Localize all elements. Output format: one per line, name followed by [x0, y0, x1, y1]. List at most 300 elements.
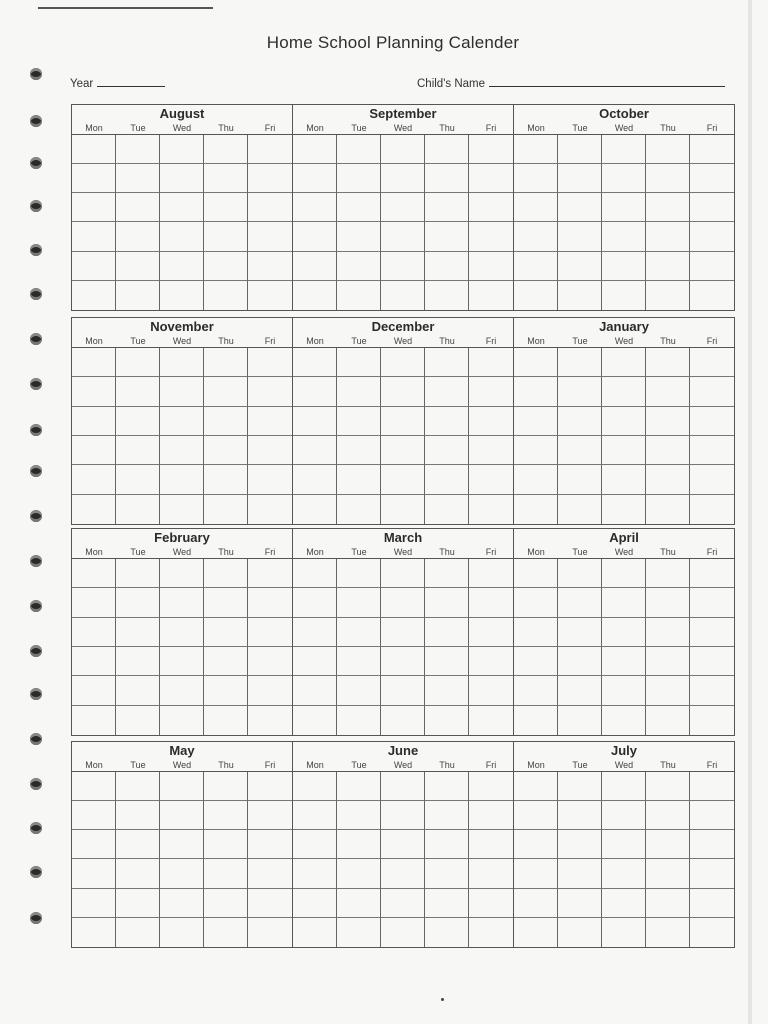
day-cell[interactable]: [337, 281, 381, 310]
day-cell[interactable]: [514, 407, 558, 436]
day-cell[interactable]: [425, 772, 469, 801]
day-cell[interactable]: [293, 193, 337, 222]
day-cell[interactable]: [381, 588, 425, 617]
day-cell[interactable]: [116, 889, 160, 918]
day-cell[interactable]: [602, 377, 646, 406]
day-cell[interactable]: [337, 918, 381, 947]
day-cell[interactable]: [558, 918, 602, 947]
day-cell[interactable]: [116, 706, 160, 735]
day-cell[interactable]: [204, 407, 248, 436]
day-cell[interactable]: [690, 889, 734, 918]
day-cell[interactable]: [469, 281, 513, 310]
day-cell[interactable]: [337, 772, 381, 801]
day-cell[interactable]: [293, 222, 337, 251]
day-cell[interactable]: [602, 193, 646, 222]
day-cell[interactable]: [116, 772, 160, 801]
day-cell[interactable]: [558, 436, 602, 465]
day-cell[interactable]: [116, 859, 160, 888]
day-cell[interactable]: [514, 281, 558, 310]
day-cell[interactable]: [293, 647, 337, 676]
day-cell[interactable]: [558, 135, 602, 164]
day-cell[interactable]: [381, 918, 425, 947]
day-cell[interactable]: [72, 495, 116, 524]
day-cell[interactable]: [204, 495, 248, 524]
day-cell[interactable]: [293, 801, 337, 830]
day-cell[interactable]: [116, 647, 160, 676]
child-name-blank-line[interactable]: [489, 76, 725, 87]
day-cell[interactable]: [116, 222, 160, 251]
day-cell[interactable]: [204, 918, 248, 947]
day-cell[interactable]: [381, 281, 425, 310]
day-cell[interactable]: [690, 559, 734, 588]
day-cell[interactable]: [160, 436, 204, 465]
day-cell[interactable]: [116, 193, 160, 222]
day-cell[interactable]: [116, 252, 160, 281]
day-cell[interactable]: [558, 348, 602, 377]
day-cell[interactable]: [469, 164, 513, 193]
day-cell[interactable]: [248, 135, 292, 164]
child-name-field[interactable]: [417, 76, 725, 90]
day-cell[interactable]: [690, 772, 734, 801]
day-cell[interactable]: [646, 830, 690, 859]
day-cell[interactable]: [469, 706, 513, 735]
day-cell[interactable]: [248, 830, 292, 859]
day-cell[interactable]: [160, 676, 204, 705]
day-cell[interactable]: [558, 889, 602, 918]
day-cell[interactable]: [602, 889, 646, 918]
day-cell[interactable]: [72, 135, 116, 164]
day-cell[interactable]: [514, 918, 558, 947]
day-cell[interactable]: [248, 193, 292, 222]
day-cell[interactable]: [337, 859, 381, 888]
day-cell[interactable]: [425, 918, 469, 947]
day-cell[interactable]: [469, 801, 513, 830]
day-cell[interactable]: [293, 495, 337, 524]
day-cell[interactable]: [381, 436, 425, 465]
day-cell[interactable]: [646, 618, 690, 647]
day-cell[interactable]: [469, 918, 513, 947]
day-cell[interactable]: [72, 676, 116, 705]
day-cell[interactable]: [690, 830, 734, 859]
day-cell[interactable]: [602, 348, 646, 377]
day-cell[interactable]: [72, 830, 116, 859]
day-cell[interactable]: [381, 772, 425, 801]
day-cell[interactable]: [514, 830, 558, 859]
day-cell[interactable]: [469, 193, 513, 222]
day-cell[interactable]: [337, 889, 381, 918]
day-cell[interactable]: [514, 676, 558, 705]
day-cell[interactable]: [116, 407, 160, 436]
day-cell[interactable]: [514, 559, 558, 588]
day-cell[interactable]: [558, 647, 602, 676]
day-cell[interactable]: [646, 859, 690, 888]
day-cell[interactable]: [204, 588, 248, 617]
day-cell[interactable]: [293, 559, 337, 588]
day-cell[interactable]: [602, 588, 646, 617]
day-cell[interactable]: [469, 465, 513, 494]
day-cell[interactable]: [248, 407, 292, 436]
day-cell[interactable]: [72, 436, 116, 465]
day-cell[interactable]: [293, 407, 337, 436]
day-cell[interactable]: [204, 164, 248, 193]
day-cell[interactable]: [204, 348, 248, 377]
day-cell[interactable]: [425, 252, 469, 281]
day-cell[interactable]: [690, 407, 734, 436]
day-cell[interactable]: [248, 889, 292, 918]
day-cell[interactable]: [602, 495, 646, 524]
day-cell[interactable]: [646, 465, 690, 494]
day-cell[interactable]: [72, 588, 116, 617]
day-cell[interactable]: [160, 889, 204, 918]
day-cell[interactable]: [160, 281, 204, 310]
day-cell[interactable]: [381, 348, 425, 377]
day-cell[interactable]: [204, 465, 248, 494]
day-cell[interactable]: [72, 859, 116, 888]
day-cell[interactable]: [381, 193, 425, 222]
day-cell[interactable]: [204, 436, 248, 465]
day-cell[interactable]: [116, 918, 160, 947]
day-cell[interactable]: [602, 164, 646, 193]
day-cell[interactable]: [293, 164, 337, 193]
day-cell[interactable]: [381, 559, 425, 588]
day-cell[interactable]: [293, 377, 337, 406]
day-cell[interactable]: [204, 706, 248, 735]
day-cell[interactable]: [514, 618, 558, 647]
day-cell[interactable]: [646, 135, 690, 164]
day-cell[interactable]: [646, 676, 690, 705]
day-cell[interactable]: [514, 164, 558, 193]
day-cell[interactable]: [425, 588, 469, 617]
day-cell[interactable]: [337, 676, 381, 705]
day-cell[interactable]: [116, 348, 160, 377]
day-cell[interactable]: [469, 252, 513, 281]
day-cell[interactable]: [248, 859, 292, 888]
day-cell[interactable]: [204, 859, 248, 888]
day-cell[interactable]: [248, 377, 292, 406]
day-cell[interactable]: [160, 495, 204, 524]
day-cell[interactable]: [558, 618, 602, 647]
day-cell[interactable]: [514, 859, 558, 888]
day-cell[interactable]: [248, 801, 292, 830]
day-cell[interactable]: [646, 193, 690, 222]
day-cell[interactable]: [248, 222, 292, 251]
day-cell[interactable]: [160, 918, 204, 947]
day-cell[interactable]: [646, 889, 690, 918]
day-cell[interactable]: [602, 859, 646, 888]
day-cell[interactable]: [425, 559, 469, 588]
day-cell[interactable]: [248, 706, 292, 735]
day-cell[interactable]: [293, 436, 337, 465]
day-cell[interactable]: [160, 559, 204, 588]
day-cell[interactable]: [690, 377, 734, 406]
day-cell[interactable]: [337, 135, 381, 164]
day-cell[interactable]: [381, 647, 425, 676]
day-cell[interactable]: [204, 772, 248, 801]
day-cell[interactable]: [72, 889, 116, 918]
day-cell[interactable]: [469, 348, 513, 377]
day-cell[interactable]: [160, 618, 204, 647]
day-cell[interactable]: [646, 164, 690, 193]
day-cell[interactable]: [160, 193, 204, 222]
day-cell[interactable]: [425, 801, 469, 830]
day-cell[interactable]: [204, 559, 248, 588]
day-cell[interactable]: [514, 647, 558, 676]
day-cell[interactable]: [248, 618, 292, 647]
day-cell[interactable]: [381, 407, 425, 436]
day-cell[interactable]: [558, 164, 602, 193]
day-cell[interactable]: [558, 801, 602, 830]
day-cell[interactable]: [116, 465, 160, 494]
day-cell[interactable]: [646, 436, 690, 465]
day-cell[interactable]: [248, 772, 292, 801]
day-cell[interactable]: [602, 465, 646, 494]
day-cell[interactable]: [602, 647, 646, 676]
day-cell[interactable]: [204, 618, 248, 647]
day-cell[interactable]: [248, 465, 292, 494]
day-cell[interactable]: [602, 706, 646, 735]
day-cell[interactable]: [469, 588, 513, 617]
day-cell[interactable]: [72, 348, 116, 377]
day-cell[interactable]: [116, 135, 160, 164]
day-cell[interactable]: [558, 588, 602, 617]
day-cell[interactable]: [248, 348, 292, 377]
day-cell[interactable]: [690, 436, 734, 465]
day-cell[interactable]: [602, 407, 646, 436]
day-cell[interactable]: [337, 348, 381, 377]
day-cell[interactable]: [293, 676, 337, 705]
day-cell[interactable]: [248, 559, 292, 588]
day-cell[interactable]: [425, 676, 469, 705]
day-cell[interactable]: [602, 618, 646, 647]
day-cell[interactable]: [469, 377, 513, 406]
day-cell[interactable]: [469, 830, 513, 859]
day-cell[interactable]: [646, 407, 690, 436]
day-cell[interactable]: [425, 193, 469, 222]
day-cell[interactable]: [72, 407, 116, 436]
day-cell[interactable]: [160, 859, 204, 888]
day-cell[interactable]: [690, 706, 734, 735]
day-cell[interactable]: [72, 281, 116, 310]
day-cell[interactable]: [337, 252, 381, 281]
day-cell[interactable]: [381, 618, 425, 647]
day-cell[interactable]: [558, 281, 602, 310]
day-cell[interactable]: [248, 436, 292, 465]
day-cell[interactable]: [116, 164, 160, 193]
day-cell[interactable]: [160, 377, 204, 406]
day-cell[interactable]: [160, 407, 204, 436]
day-cell[interactable]: [690, 465, 734, 494]
day-cell[interactable]: [72, 801, 116, 830]
day-cell[interactable]: [160, 801, 204, 830]
day-cell[interactable]: [690, 193, 734, 222]
day-cell[interactable]: [381, 830, 425, 859]
day-cell[interactable]: [558, 252, 602, 281]
day-cell[interactable]: [646, 772, 690, 801]
day-cell[interactable]: [337, 164, 381, 193]
day-cell[interactable]: [337, 801, 381, 830]
day-cell[interactable]: [116, 436, 160, 465]
day-cell[interactable]: [425, 407, 469, 436]
day-cell[interactable]: [293, 772, 337, 801]
day-cell[interactable]: [248, 495, 292, 524]
day-cell[interactable]: [646, 281, 690, 310]
day-cell[interactable]: [293, 281, 337, 310]
day-cell[interactable]: [425, 164, 469, 193]
day-cell[interactable]: [160, 465, 204, 494]
day-cell[interactable]: [602, 801, 646, 830]
day-cell[interactable]: [293, 588, 337, 617]
day-cell[interactable]: [690, 676, 734, 705]
day-cell[interactable]: [293, 859, 337, 888]
day-cell[interactable]: [469, 436, 513, 465]
day-cell[interactable]: [248, 281, 292, 310]
day-cell[interactable]: [690, 918, 734, 947]
day-cell[interactable]: [72, 377, 116, 406]
day-cell[interactable]: [558, 193, 602, 222]
day-cell[interactable]: [558, 772, 602, 801]
day-cell[interactable]: [204, 281, 248, 310]
day-cell[interactable]: [425, 377, 469, 406]
day-cell[interactable]: [293, 918, 337, 947]
day-cell[interactable]: [160, 135, 204, 164]
day-cell[interactable]: [558, 559, 602, 588]
day-cell[interactable]: [425, 281, 469, 310]
day-cell[interactable]: [425, 647, 469, 676]
day-cell[interactable]: [116, 377, 160, 406]
day-cell[interactable]: [248, 252, 292, 281]
day-cell[interactable]: [514, 252, 558, 281]
day-cell[interactable]: [690, 618, 734, 647]
day-cell[interactable]: [646, 252, 690, 281]
day-cell[interactable]: [425, 495, 469, 524]
day-cell[interactable]: [602, 222, 646, 251]
day-cell[interactable]: [160, 222, 204, 251]
day-cell[interactable]: [293, 252, 337, 281]
day-cell[interactable]: [72, 706, 116, 735]
day-cell[interactable]: [160, 772, 204, 801]
day-cell[interactable]: [690, 588, 734, 617]
day-cell[interactable]: [469, 676, 513, 705]
day-cell[interactable]: [72, 772, 116, 801]
day-cell[interactable]: [293, 348, 337, 377]
day-cell[interactable]: [204, 377, 248, 406]
day-cell[interactable]: [381, 495, 425, 524]
day-cell[interactable]: [381, 859, 425, 888]
day-cell[interactable]: [558, 377, 602, 406]
day-cell[interactable]: [514, 801, 558, 830]
day-cell[interactable]: [469, 495, 513, 524]
day-cell[interactable]: [646, 588, 690, 617]
day-cell[interactable]: [293, 830, 337, 859]
day-cell[interactable]: [293, 465, 337, 494]
day-cell[interactable]: [116, 618, 160, 647]
day-cell[interactable]: [116, 830, 160, 859]
day-cell[interactable]: [514, 465, 558, 494]
day-cell[interactable]: [381, 222, 425, 251]
day-cell[interactable]: [72, 252, 116, 281]
day-cell[interactable]: [425, 706, 469, 735]
day-cell[interactable]: [204, 801, 248, 830]
day-cell[interactable]: [646, 348, 690, 377]
day-cell[interactable]: [248, 676, 292, 705]
day-cell[interactable]: [558, 495, 602, 524]
day-cell[interactable]: [602, 281, 646, 310]
day-cell[interactable]: [204, 193, 248, 222]
day-cell[interactable]: [425, 436, 469, 465]
year-blank-line[interactable]: [97, 76, 165, 87]
day-cell[interactable]: [646, 706, 690, 735]
day-cell[interactable]: [116, 676, 160, 705]
day-cell[interactable]: [204, 222, 248, 251]
day-cell[interactable]: [602, 559, 646, 588]
day-cell[interactable]: [690, 801, 734, 830]
day-cell[interactable]: [514, 588, 558, 617]
day-cell[interactable]: [72, 647, 116, 676]
day-cell[interactable]: [558, 407, 602, 436]
day-cell[interactable]: [160, 164, 204, 193]
day-cell[interactable]: [337, 465, 381, 494]
day-cell[interactable]: [337, 618, 381, 647]
day-cell[interactable]: [72, 618, 116, 647]
day-cell[interactable]: [514, 889, 558, 918]
day-cell[interactable]: [381, 164, 425, 193]
day-cell[interactable]: [558, 465, 602, 494]
day-cell[interactable]: [690, 164, 734, 193]
day-cell[interactable]: [558, 676, 602, 705]
day-cell[interactable]: [381, 676, 425, 705]
day-cell[interactable]: [469, 772, 513, 801]
day-cell[interactable]: [72, 465, 116, 494]
day-cell[interactable]: [514, 348, 558, 377]
day-cell[interactable]: [204, 830, 248, 859]
day-cell[interactable]: [204, 647, 248, 676]
day-cell[interactable]: [646, 647, 690, 676]
day-cell[interactable]: [646, 495, 690, 524]
day-cell[interactable]: [646, 559, 690, 588]
day-cell[interactable]: [116, 281, 160, 310]
day-cell[interactable]: [72, 164, 116, 193]
day-cell[interactable]: [293, 135, 337, 164]
day-cell[interactable]: [248, 647, 292, 676]
day-cell[interactable]: [160, 252, 204, 281]
day-cell[interactable]: [469, 889, 513, 918]
day-cell[interactable]: [381, 135, 425, 164]
day-cell[interactable]: [558, 830, 602, 859]
day-cell[interactable]: [602, 918, 646, 947]
day-cell[interactable]: [690, 495, 734, 524]
day-cell[interactable]: [337, 407, 381, 436]
day-cell[interactable]: [337, 495, 381, 524]
day-cell[interactable]: [160, 706, 204, 735]
day-cell[interactable]: [337, 193, 381, 222]
day-cell[interactable]: [248, 588, 292, 617]
day-cell[interactable]: [381, 465, 425, 494]
day-cell[interactable]: [160, 830, 204, 859]
day-cell[interactable]: [204, 252, 248, 281]
day-cell[interactable]: [469, 618, 513, 647]
day-cell[interactable]: [204, 676, 248, 705]
day-cell[interactable]: [72, 193, 116, 222]
day-cell[interactable]: [690, 281, 734, 310]
day-cell[interactable]: [690, 348, 734, 377]
day-cell[interactable]: [337, 222, 381, 251]
day-cell[interactable]: [602, 676, 646, 705]
day-cell[interactable]: [469, 647, 513, 676]
day-cell[interactable]: [469, 222, 513, 251]
day-cell[interactable]: [337, 706, 381, 735]
day-cell[interactable]: [381, 377, 425, 406]
day-cell[interactable]: [602, 252, 646, 281]
